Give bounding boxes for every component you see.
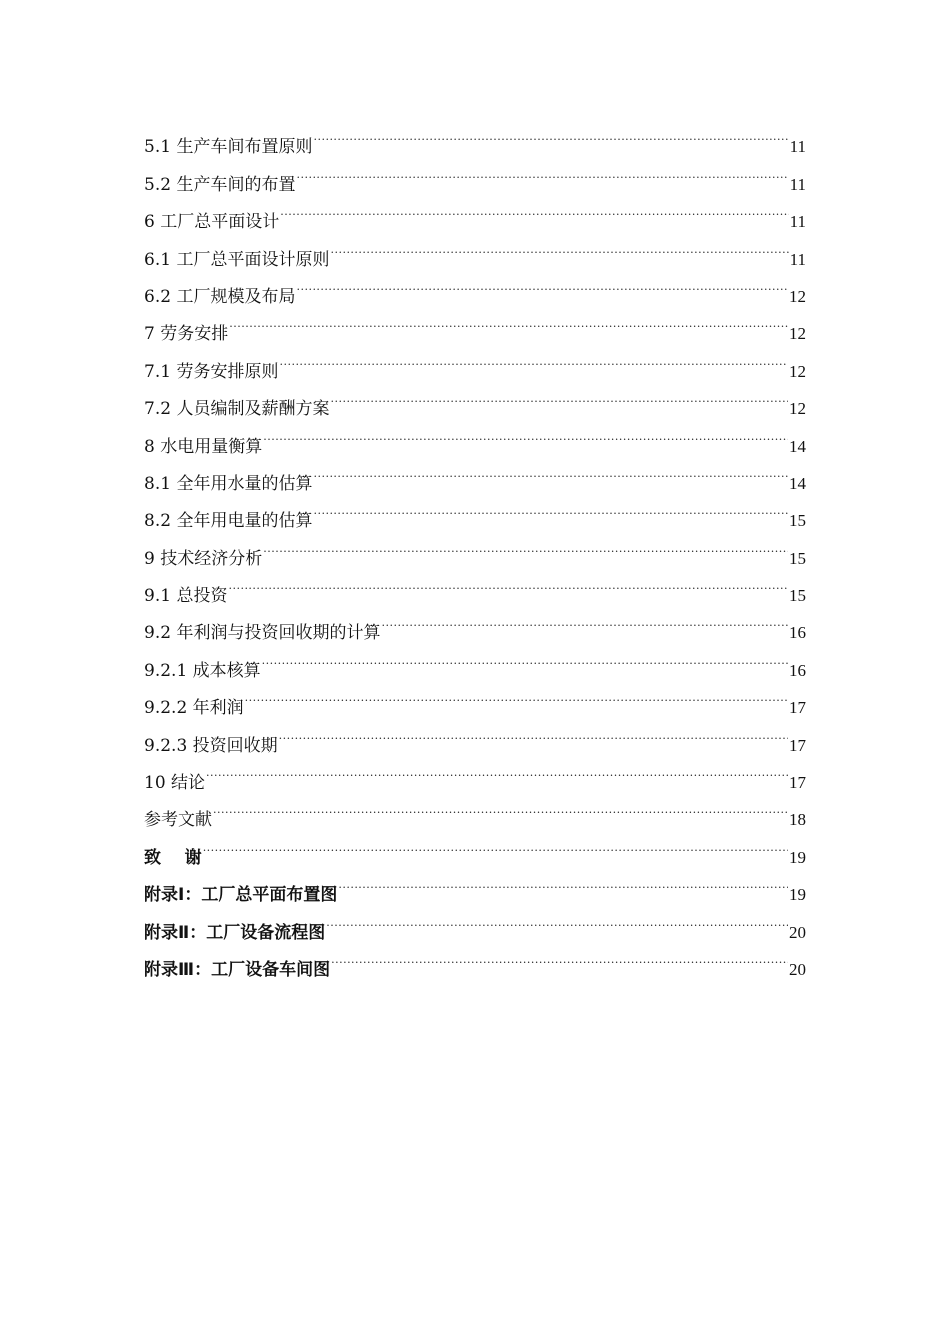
toc-dot-leader	[245, 676, 788, 713]
toc-dot-leader	[279, 713, 788, 750]
toc-dot-leader	[326, 900, 788, 937]
toc-entry-title: 附录Ⅱ：工厂设备流程图	[144, 922, 326, 943]
toc-entry-page: 12	[789, 286, 806, 306]
toc-dot-leader	[330, 227, 788, 264]
toc-entry-title: 7 劳务安排	[144, 324, 229, 345]
toc-entry-title: 7.2 人员编制及薪酬方案	[144, 399, 330, 420]
toc-entry-page: 11	[789, 137, 806, 157]
toc-dot-leader	[331, 938, 788, 975]
toc-entry-page: 20	[789, 959, 806, 979]
toc-entry-title: 8.2 全年用电量的估算	[144, 511, 313, 532]
toc-entry-page: 17	[789, 735, 806, 755]
toc-entry-title: 9.2.3 投资回收期	[144, 735, 278, 756]
toc-entry-title: 附录Ⅲ：工厂设备车间图	[144, 959, 331, 980]
toc-entry-page: 14	[789, 436, 806, 456]
toc-entry-title: 致 谢	[144, 847, 202, 868]
toc-dot-leader	[381, 601, 788, 638]
toc-entry-page: 19	[789, 885, 806, 905]
toc-entry-title: 5.2 生产车间的布置	[144, 174, 296, 195]
toc-entry-title: 10 结论	[144, 773, 206, 794]
toc-dot-leader	[313, 115, 788, 152]
toc-dot-leader	[229, 302, 788, 339]
toc-entry-page: 19	[789, 847, 806, 867]
toc-entry-title: 9.2 年利润与投资回收期的计算	[144, 623, 381, 644]
toc-dot-leader	[338, 863, 788, 900]
toc-entry-title: 7.1 劳务安排原则	[144, 361, 279, 382]
toc-entry-page: 11	[789, 249, 806, 269]
toc-entry[interactable]	[144, 825, 806, 868]
toc-entry-page: 15	[789, 511, 806, 531]
toc-entry[interactable]	[144, 564, 806, 607]
toc-entry[interactable]	[144, 788, 806, 831]
toc-dot-leader	[313, 489, 788, 526]
toc-entry-page: 15	[789, 586, 806, 606]
toc-dot-leader	[313, 452, 788, 489]
toc-entry-page: 18	[789, 810, 806, 830]
toc-entry-title: 9.2.1 成本核算	[144, 660, 261, 681]
toc-entry[interactable]	[144, 751, 806, 794]
toc-entry-page: 12	[789, 399, 806, 419]
toc-entry[interactable]	[144, 339, 806, 382]
toc-dot-leader	[262, 638, 788, 675]
toc-entry-page: 12	[789, 361, 806, 381]
table-of-contents	[144, 115, 806, 980]
toc-entry[interactable]	[144, 601, 806, 644]
toc-entry-title: 附录Ⅰ：工厂总平面布置图	[144, 885, 338, 906]
toc-entry-title: 6.1 工厂总平面设计原则	[144, 249, 330, 270]
toc-entry-page: 20	[789, 922, 806, 942]
toc-entry-title: 参考文献	[144, 810, 212, 831]
toc-dot-leader	[330, 377, 788, 414]
toc-entry-title: 8 水电用量衡算	[144, 436, 263, 457]
toc-entry-title: 6 工厂总平面设计	[144, 212, 280, 233]
toc-entry-title: 9.2.2 年利润	[144, 698, 244, 719]
toc-entry-page: 11	[789, 212, 806, 232]
toc-dot-leader	[296, 152, 788, 189]
toc-entry-page: 14	[789, 473, 806, 493]
toc-entry-title: 9 技术经济分析	[144, 548, 263, 569]
toc-dot-leader	[279, 339, 788, 376]
toc-entry-page: 16	[789, 660, 806, 680]
toc-entry-page: 12	[789, 324, 806, 344]
toc-entry-page: 11	[789, 174, 806, 194]
toc-entry[interactable]	[144, 115, 806, 158]
toc-dot-leader	[296, 265, 788, 302]
toc-dot-leader	[280, 190, 788, 227]
toc-entry[interactable]	[144, 302, 806, 345]
toc-dot-leader	[228, 564, 788, 601]
toc-dot-leader	[213, 788, 788, 825]
toc-entry-page: 15	[789, 548, 806, 568]
toc-dot-leader	[203, 825, 788, 862]
toc-dot-leader	[263, 414, 788, 451]
toc-dot-leader	[206, 751, 788, 788]
toc-entry-title: 9.1 总投资	[144, 586, 228, 607]
toc-entry-page: 17	[789, 773, 806, 793]
toc-entry[interactable]	[144, 863, 806, 906]
toc-entry-title: 8.1 全年用水量的估算	[144, 473, 313, 494]
toc-entry-title: 5.1 生产车间布置原则	[144, 137, 313, 158]
toc-entry-page: 16	[789, 623, 806, 643]
toc-entry-page: 17	[789, 698, 806, 718]
toc-entry-title: 6.2 工厂规模及布局	[144, 286, 296, 307]
toc-dot-leader	[263, 526, 788, 563]
